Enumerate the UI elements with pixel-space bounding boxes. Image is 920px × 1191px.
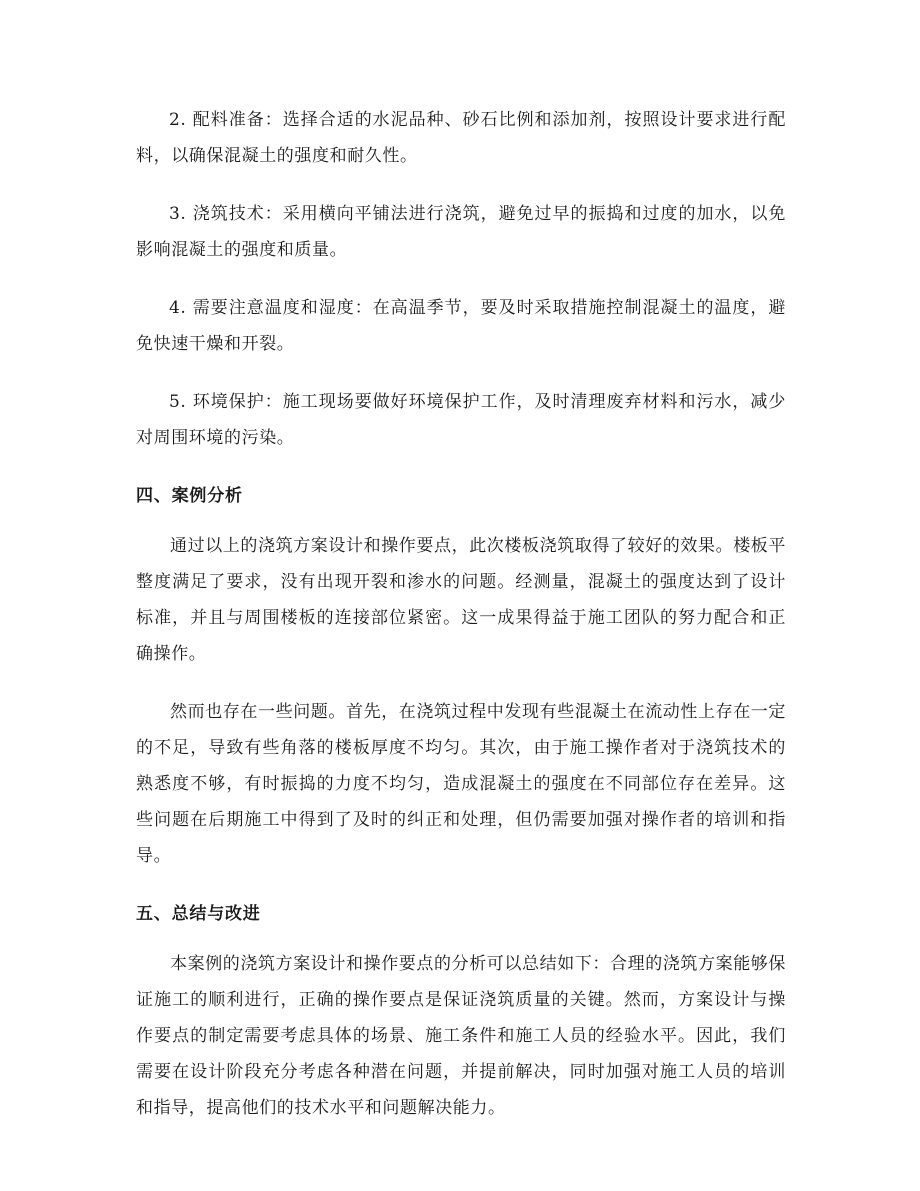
list-item-ingredient-prep: 2. 配料准备：选择合适的水泥品种、砂石比例和添加剂，按照设计要求进行配料，以确保混凝土的强度和耐久性。 <box>136 110 786 166</box>
paragraph-case-results: 通过以上的浇筑方案设计和操作要点，此次楼板浇筑取得了较好的效果。楼板平整度满足了要求，没有出现开裂和渗水的问题。经测量，混凝土的强度达到了设计标准，并且与周围楼板的连接部位紧密。这一成果得益于施工团队的努力配合和正确操作。 <box>136 536 786 664</box>
document-page <box>136 102 786 1148</box>
paragraph-summary: 本案例的浇筑方案设计和操作要点的分析可以总结如下：合理的浇筑方案能够保证施工的顺利进行，正确的操作要点是保证浇筑质量的关键。然而，方案设计与操作要点的制定需要考虑具体的场景、施工条件和施工人员的经验水平。因此，我们需要在设计阶段充分考虑各种潜在问题，并提前解决，同时加强对施工人员的培训和指导，提高他们的技术水平和问题解决能力。 <box>136 954 786 1118</box>
section-heading-summary: 五、总结与改进 <box>136 904 261 924</box>
section-heading-case-analysis: 四、案例分析 <box>136 486 243 506</box>
paragraph-case-problems: 然而也存在一些问题。首先，在浇筑过程中发现有些混凝土在流动性上存在一定的不足，导致有些角落的楼板厚度不均匀。其次，由于施工操作者对于浇筑技术的熟悉度不够，有时振捣的力度不均匀，造成混凝土的强度在不同部位存在差异。这些问题在后期施工中得到了及时的纠正和处理，但仍需要加强对操作者的培训和指导。 <box>136 702 786 866</box>
list-item-temperature-humidity: 4. 需要注意温度和湿度：在高温季节，要及时采取措施控制混凝土的温度，避免快速干燥和开裂。 <box>136 298 786 354</box>
list-item-pouring-technique: 3. 浇筑技术：采用横向平铺法进行浇筑，避免过早的振捣和过度的加水，以免影响混凝土的强度和质量。 <box>136 204 786 260</box>
list-item-environment-protection: 5. 环境保护：施工现场要做好环境保护工作，及时清理废弃材料和污水，减少对周围环境的污染。 <box>136 392 786 448</box>
